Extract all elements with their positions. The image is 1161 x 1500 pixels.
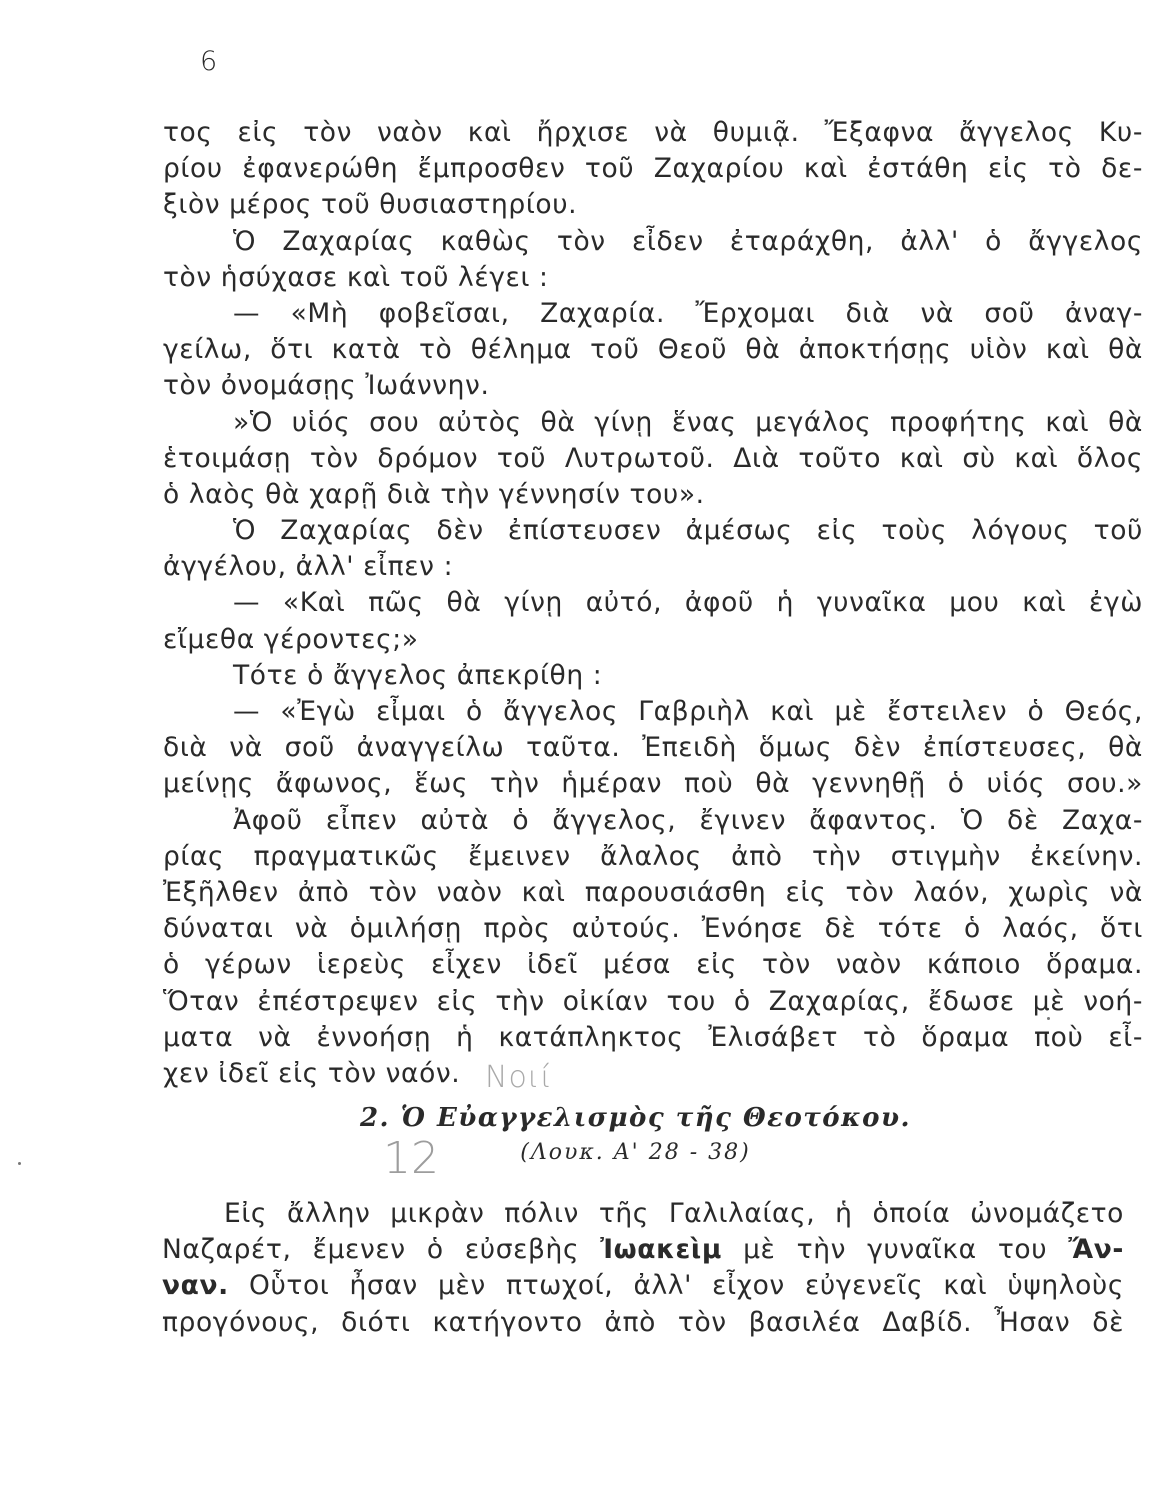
text-line: τος εἰς τὸν ναὸν καὶ ἤρχισε νὰ θυμιᾷ. Ἔξαφνα ἄγγελος Κυ- [163, 117, 1143, 148]
text-line: διὰ νὰ σοῦ ἀναγγείλω ταῦτα. Ἐπειδὴ ὅμως δὲν ἐπίστευσες, θὰ [163, 732, 1143, 764]
text-line [162, 1232, 1124, 1268]
text-line: ρίου ἐφανερώθη ἔμπροσθεν τοῦ Ζαχαρίου καὶ ἐστάθη εἰς τὸ δε- [163, 153, 1143, 185]
text-line: χεν ἰδεῖ εἰς τὸν ναόν. [163, 1057, 461, 1089]
scan-speck [1047, 1017, 1050, 1020]
text-line: ξιὸν μέρος τοῦ θυσιαστηρίου. [163, 189, 578, 221]
text-line: ὁ λαὸς θὰ χαρῇ διὰ τὴν γέννησίν του». [163, 478, 705, 510]
name-anna-cont: ναν. [162, 1270, 229, 1302]
body-text-zacharias [163, 115, 1143, 1092]
text-line: Ἐξῆλθεν ἀπὸ τὸν ναὸν καὶ παρουσιάσθη εἰς τὸν λαόν, χωρὶς νὰ [163, 876, 1143, 908]
page-number: 6 [200, 46, 218, 77]
text-line: Ὁ Ζαχαρίας δὲν ἐπίστευσεν ἀμέσως εἰς τοὺς λόγους τοῦ [233, 515, 1143, 547]
text-line: Ὅταν ἐπέστρεψεν εἰς τὴν οἰκίαν του ὁ Ζαχαρίας, ἔδωσε μὲ νοή- [163, 985, 1143, 1017]
text-line: — «Μὴ φοβεῖσαι, Ζαχαρία. Ἔρχομαι διὰ νὰ σοῦ ἀναγ- [233, 297, 1143, 329]
text-line: »Ὁ υἱός σου αὐτὸς θὰ γίνῃ ἕνας μεγάλος προφήτης καὶ θὰ [233, 406, 1143, 438]
handwritten-number: 12 [383, 1133, 439, 1184]
text-line: Εἰς ἄλλην μικρὰν πόλιν τῆς Γαλιλαίας, ἡ ὁποία ὠνομάζετο [224, 1198, 1124, 1229]
text-line: δύναται νὰ ὁμιλήσῃ πρὸς αὐτούς. Ἐνόησε δὲ τότε ὁ λαός, ὅτι [163, 913, 1143, 945]
text-line: ἀγγέλου, ἀλλ' εἶπεν : [163, 551, 454, 583]
name-joachim: Ἰωακεὶμ [600, 1234, 722, 1266]
text-line [162, 1268, 1124, 1304]
name-anna: Ἄν- [1068, 1234, 1124, 1266]
text-line: μείνῃς ἄφωνος, ἕως τὴν ἡμέραν ποὺ θὰ γεννηθῇ ὁ υἱός σου.» [163, 768, 1143, 800]
text-line: τὸν ὀνομάσῃς Ἰωάννην. [163, 370, 490, 402]
text-line: — «Καὶ πῶς θὰ γίνῃ αὐτό, ἀφοῦ ἡ γυναῖκα μου καὶ ἐγὼ [233, 587, 1143, 619]
text-line: ρίας πραγματικῶς ἔμεινεν ἄλαλος ἀπὸ τὴν στιγμὴν ἐκείνην. [163, 840, 1143, 872]
section-title: 2. Ὁ Εὐαγγελισμὸς τῆς Θεοτόκου. [359, 1103, 912, 1133]
text-line: προγόνους, διότι κατήγοντο ἀπὸ τὸν βασιλέα Δαβίδ. Ἦσαν δὲ [162, 1306, 1124, 1338]
section-reference: (Λουκ. Α' 28 - 38) [520, 1140, 751, 1165]
text-line: Τότε ὁ ἄγγελος ἀπεκρίθη : [233, 659, 603, 691]
text-line: ματα νὰ ἐννοήσῃ ἡ κατάπληκτος Ἐλισάβετ τὸ ὅραμα ποὺ εἶ- [163, 1021, 1143, 1053]
text-line: ὁ γέρων ἱερεὺς εἶχεν ἰδεῖ μέσα εἰς τὸν ναὸν κάποιο ὅραμα. [163, 949, 1143, 981]
handwritten-note: Νοιί [485, 1060, 554, 1095]
text-segment: μὲ τὴν γυναῖκα του [721, 1234, 1069, 1266]
text-line: Ἀφοῦ εἶπεν αὐτὰ ὁ ἄγγελος, ἔγινεν ἄφαντος. Ὁ δὲ Ζαχα- [233, 804, 1143, 836]
text-line: εἴμεθα γέροντες;» [163, 623, 419, 655]
text-line: Ὁ Ζαχαρίας καθὼς τὸν εἶδεν ἐταράχθη, ἀλλ' ὁ ἄγγελος [233, 225, 1143, 257]
text-line: ἑτοιμάσῃ τὸν δρόμον τοῦ Λυτρωτοῦ. Διὰ τοῦτο καὶ σὺ καὶ ὅλος [163, 442, 1143, 474]
text-segment: Οὗτοι ἦσαν μὲν πτωχοί, ἀλλ' εἶχον εὐγενεῖς καὶ ὑψηλοὺς [228, 1270, 1124, 1302]
body-text-annunciation [162, 1196, 1124, 1341]
text-segment: Ναζαρέτ, ἔμενεν ὁ εὐσεβὴς [162, 1234, 601, 1266]
text-line: — «Ἐγὼ εἶμαι ὁ ἄγγελος Γαβριὴλ καὶ μὲ ἔστειλεν ὁ Θεός, [233, 696, 1143, 727]
text-line: γείλω, ὅτι κατὰ τὸ θέλημα τοῦ Θεοῦ θὰ ἀποκτήσῃς υἱὸν καὶ θὰ [163, 334, 1143, 366]
scan-speck [18, 1162, 21, 1165]
text-line: τὸν ἡσύχασε καὶ τοῦ λέγει : [163, 261, 549, 293]
